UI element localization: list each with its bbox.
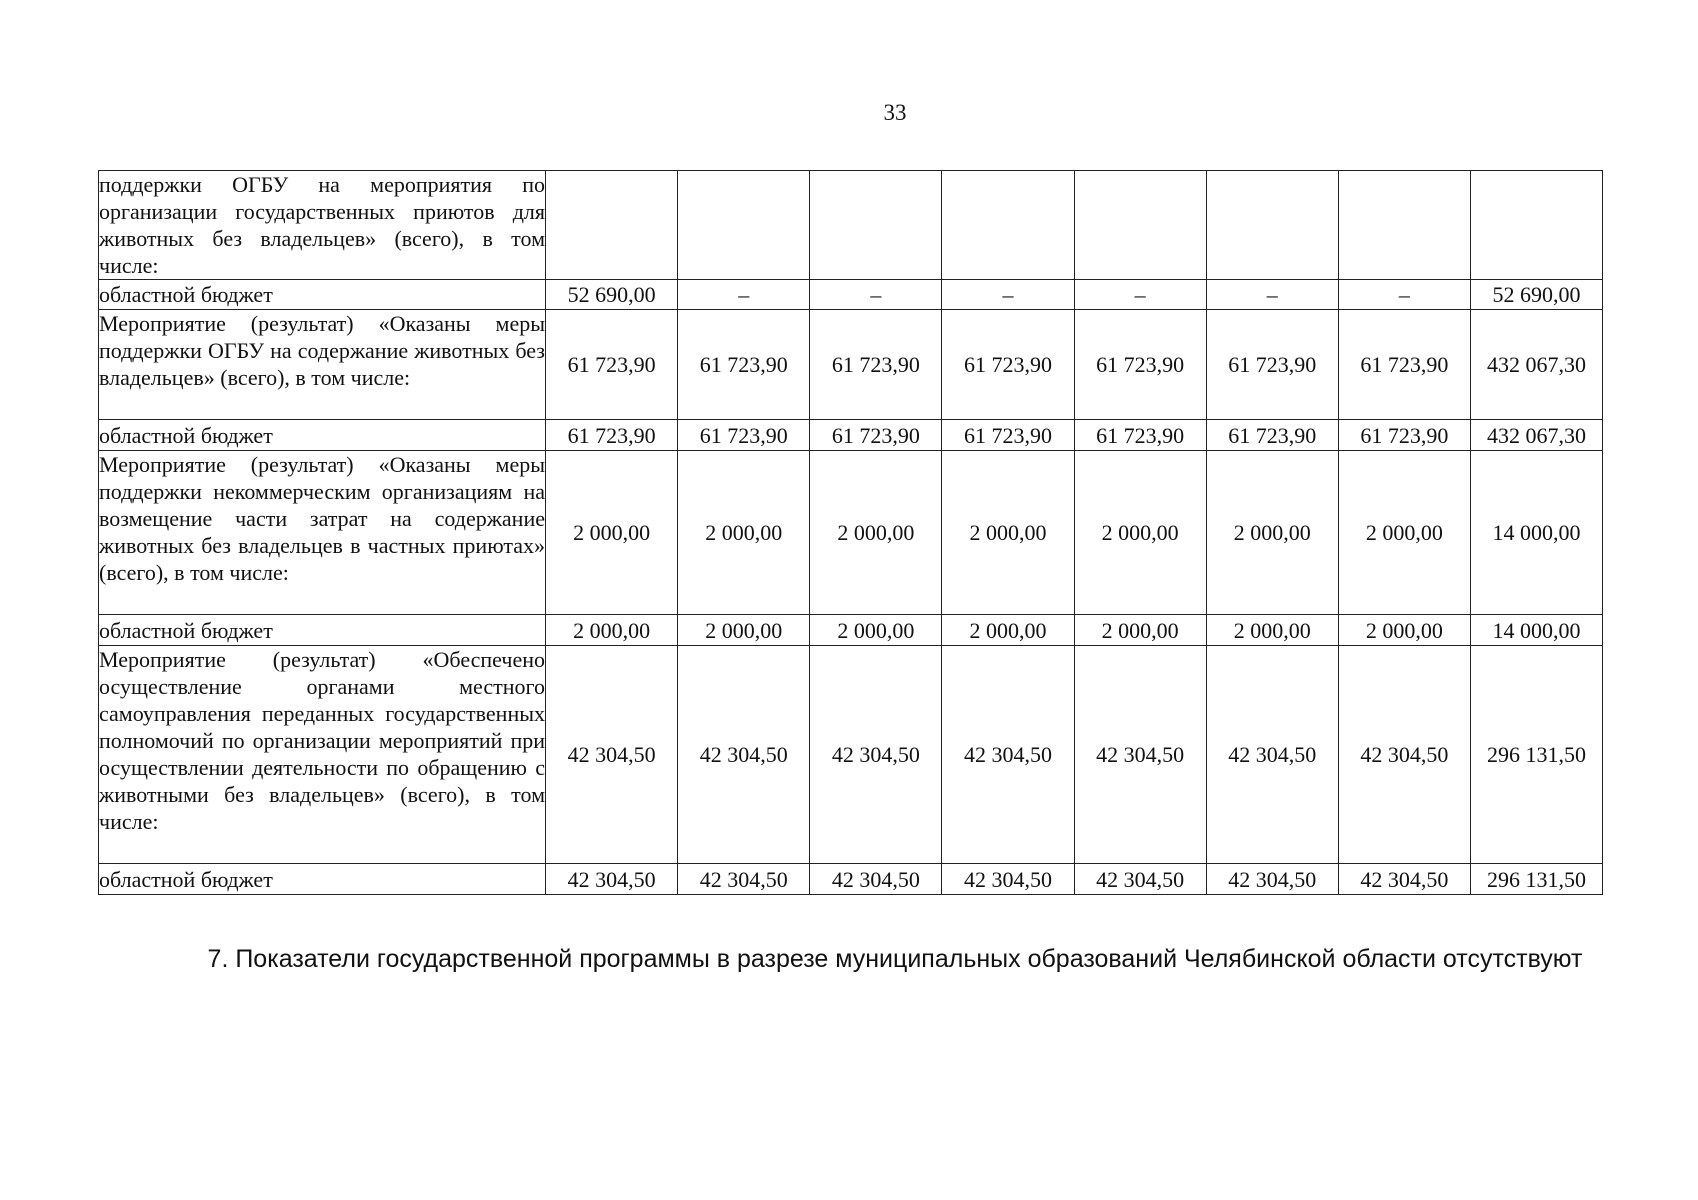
value-cell: 2 000,00 bbox=[1074, 615, 1206, 646]
value-cell: – bbox=[1338, 280, 1470, 310]
table-row-measure bbox=[99, 646, 1603, 864]
budget-table bbox=[98, 170, 1603, 895]
value-cell: – bbox=[1074, 280, 1206, 310]
value-cell bbox=[678, 171, 810, 280]
value-cell: 61 723,90 bbox=[546, 420, 678, 451]
total-cell: 432 067,30 bbox=[1470, 310, 1602, 420]
value-cell: 2 000,00 bbox=[1338, 615, 1470, 646]
value-cell: 2 000,00 bbox=[678, 451, 810, 615]
value-cell: 61 723,90 bbox=[1338, 420, 1470, 451]
value-cell: 2 000,00 bbox=[1074, 451, 1206, 615]
value-cell bbox=[1338, 171, 1470, 280]
total-cell: 14 000,00 bbox=[1470, 451, 1602, 615]
value-cell: 61 723,90 bbox=[1338, 310, 1470, 420]
value-cell: 2 000,00 bbox=[546, 615, 678, 646]
total-cell: 296 131,50 bbox=[1470, 864, 1602, 895]
value-cell: 2 000,00 bbox=[678, 615, 810, 646]
value-cell: 42 304,50 bbox=[1074, 646, 1206, 864]
value-cell: – bbox=[1206, 280, 1338, 310]
row-description: областной бюджет bbox=[99, 864, 546, 895]
value-cell: – bbox=[678, 280, 810, 310]
value-cell: 42 304,50 bbox=[942, 646, 1074, 864]
value-cell: 61 723,90 bbox=[546, 310, 678, 420]
value-cell: 42 304,50 bbox=[678, 646, 810, 864]
value-cell bbox=[546, 171, 678, 280]
page-number: 33 bbox=[883, 100, 907, 125]
value-cell: – bbox=[810, 280, 942, 310]
total-cell: 296 131,50 bbox=[1470, 646, 1602, 864]
table-row-budget bbox=[99, 280, 1603, 310]
total-cell bbox=[1470, 171, 1602, 280]
value-cell: 61 723,90 bbox=[810, 310, 942, 420]
row-description: областной бюджет bbox=[99, 420, 546, 451]
value-cell: 42 304,50 bbox=[1338, 864, 1470, 895]
value-cell bbox=[1074, 171, 1206, 280]
value-cell: 61 723,90 bbox=[1074, 310, 1206, 420]
value-cell: 42 304,50 bbox=[810, 646, 942, 864]
value-cell bbox=[1206, 171, 1338, 280]
section-heading: 7. Показатели государственной программы в разрезе муниципальных образований Челябинской области отсутствуют bbox=[207, 945, 1583, 973]
total-cell: 14 000,00 bbox=[1470, 615, 1602, 646]
value-cell: 42 304,50 bbox=[546, 864, 678, 895]
table-row-measure bbox=[99, 310, 1603, 420]
value-cell: 42 304,50 bbox=[546, 646, 678, 864]
value-cell: 61 723,90 bbox=[678, 420, 810, 451]
value-cell: 42 304,50 bbox=[1206, 646, 1338, 864]
value-cell: 2 000,00 bbox=[942, 451, 1074, 615]
row-description: Мероприятие (результат) «Оказаны меры поддержки ОГБУ на содержание животных без владельцев» (всего), в том числе: bbox=[99, 310, 546, 420]
value-cell: 42 304,50 bbox=[810, 864, 942, 895]
value-cell: 2 000,00 bbox=[810, 615, 942, 646]
row-description: Мероприятие (результат) «Обеспечено осуществление органами местного самоуправления переданных государственных полномочий по организации мероприятий при осуществлении деятельности по обращению с животными без владельцев» (всего), в том числе: bbox=[99, 646, 546, 864]
table-row-measure bbox=[99, 171, 1603, 280]
value-cell bbox=[942, 171, 1074, 280]
value-cell: 61 723,90 bbox=[1206, 420, 1338, 451]
value-cell: 2 000,00 bbox=[1206, 615, 1338, 646]
value-cell: 42 304,50 bbox=[1206, 864, 1338, 895]
row-description: Мероприятие (результат) «Оказаны меры поддержки некоммерческим организациям на возмещение части затрат на содержание животных без владельцев в частных приютах» (всего), в том числе: bbox=[99, 451, 546, 615]
total-cell: 432 067,30 bbox=[1470, 420, 1602, 451]
total-cell: 52 690,00 bbox=[1470, 280, 1602, 310]
value-cell: 42 304,50 bbox=[1074, 864, 1206, 895]
value-cell: 61 723,90 bbox=[810, 420, 942, 451]
row-description: поддержки ОГБУ на мероприятия по организации государственных приютов для животных без владельцев» (всего), в том числе: bbox=[99, 172, 545, 278]
value-cell: 2 000,00 bbox=[1338, 451, 1470, 615]
value-cell: 2 000,00 bbox=[942, 615, 1074, 646]
value-cell: 42 304,50 bbox=[1338, 646, 1470, 864]
value-cell: 2 000,00 bbox=[546, 451, 678, 615]
value-cell: 61 723,90 bbox=[942, 310, 1074, 420]
value-cell: 61 723,90 bbox=[942, 420, 1074, 451]
value-cell: 2 000,00 bbox=[1206, 451, 1338, 615]
row-description: областной бюджет bbox=[99, 280, 546, 310]
value-cell: 61 723,90 bbox=[678, 310, 810, 420]
table-row-budget bbox=[99, 615, 1603, 646]
value-cell: 42 304,50 bbox=[678, 864, 810, 895]
budget-table-body bbox=[99, 171, 1603, 895]
value-cell: 61 723,90 bbox=[1074, 420, 1206, 451]
value-cell: 52 690,00 bbox=[546, 280, 678, 310]
table-row-budget bbox=[99, 864, 1603, 895]
table-row-measure bbox=[99, 451, 1603, 615]
value-cell bbox=[810, 171, 942, 280]
value-cell: 2 000,00 bbox=[810, 451, 942, 615]
table-row-budget bbox=[99, 420, 1603, 451]
value-cell: 42 304,50 bbox=[942, 864, 1074, 895]
value-cell: – bbox=[942, 280, 1074, 310]
value-cell: 61 723,90 bbox=[1206, 310, 1338, 420]
row-description: областной бюджет bbox=[99, 615, 546, 646]
